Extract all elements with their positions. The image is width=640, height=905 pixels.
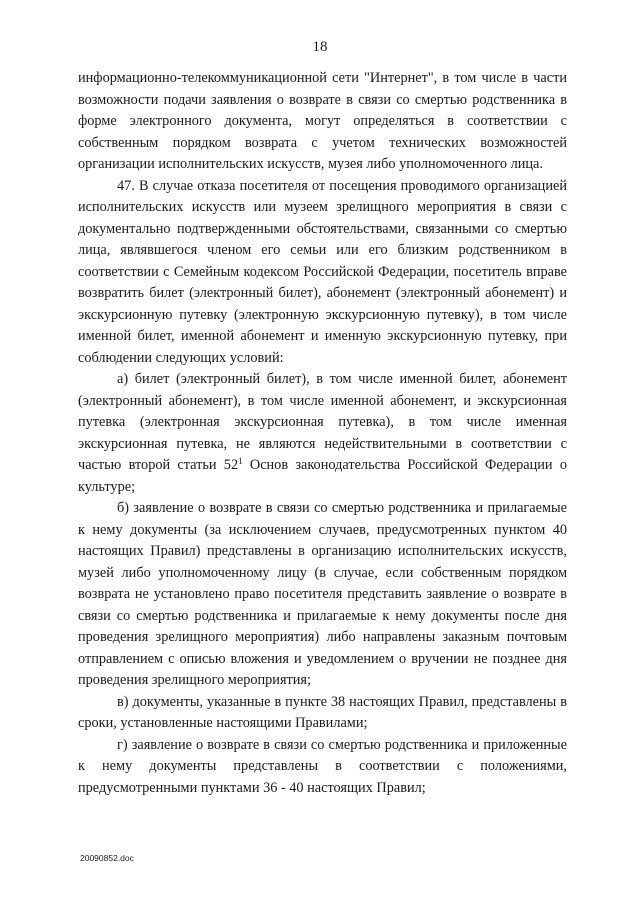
subitem-v: в) документы, указанные в пункте 38 настоящих Правил, представлены в сроки, установленные настоящими Правилами; [78, 693, 567, 731]
footer-filename: 20090852.doc [80, 853, 134, 863]
subitem-a-text: а) билет (электронный билет), в том числе именной билет, абонемент (электронный абонемент), в том числе именной абонемент, и экскурсионная путевка (электронная экскурсионная путевка), в том числе именная экскурсионная путевка, не являются недействительными в соответствии с частью второй статьи 52 [78, 371, 567, 473]
paragraph-item-47: 47. В случае отказа посетителя от посещения проводимого организацией исполнительских искусств или музеем зрелищного мероприятия в связи с документально подтвержденными обстоятельствами, связанными со смертью лица, являвшегося членом его семьи или его близким родственником в соответствии с Семейным кодексом Российской Федерации, посетитель вправе возвратить билет (электронный билет), абонемент (электронный абонемент) и экскурсионную путевку (электронную экскурсионную путевку), в том числе именной билет, именной абонемент и именную экскурсионную путевку, при соблюдении следующих условий: [78, 177, 567, 366]
footnote-superscript: 1 [238, 456, 243, 466]
paragraph-continuation: информационно-телекоммуникационной сети "Интернет", в том числе в части возможности подачи заявления о возврате в связи со смертью родственника в форме электронного документа, могут определяться в соответствии с собственным порядком возврата с учетом технических возможностей организации исполнительских искусств, музея либо уполномоченного лица. [78, 70, 567, 172]
document-body [78, 68, 567, 799]
page-number: 18 [312, 39, 328, 55]
subitem-a [78, 369, 567, 498]
subitem-b: б) заявление о возврате в связи со смертью родственника и прилагаемые к нему документы (за исключением случаев, предусмотренных пунктом 40 настоящих Правил) представлены в организацию исполнительских искусств, музей либо уполномоченному лицу (в случае, если собственным порядком возврата не установлено право посетителя представить заявление о возврате в связи со смертью родственника и прилагаемые к нему документы после дня проведения зрелищного мероприятия) либо направлены заказным почтовым отправлением с описью вложения и уведомлением о вручении не позднее дня проведения зрелищного мероприятия; [78, 500, 567, 688]
subitem-g: г) заявление о возврате в связи со смертью родственника и приложенные к нему документы представлены в соответствии с положениями, предусмотренными пунктами 36 - 40 настоящих Правил; [78, 736, 567, 796]
subitem-a-text-end: Основ законодательства Российской Федерации о культуре; [78, 457, 567, 495]
